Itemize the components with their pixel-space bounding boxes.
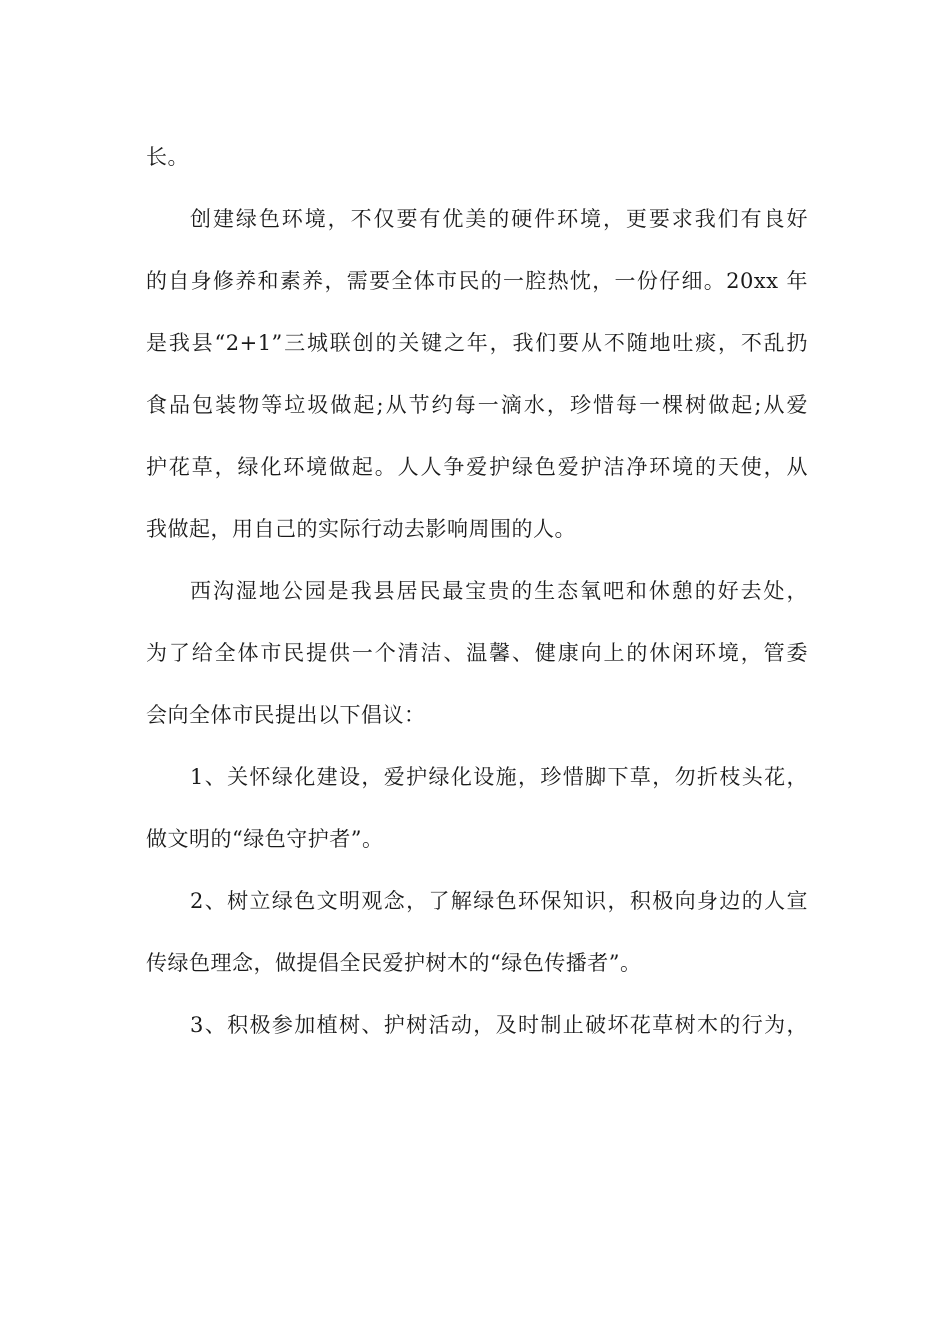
- paragraph-first-line: 西沟湿地公园是我县居民最宝贵的生态氧吧和休憩的好去处，: [190, 579, 808, 603]
- text-line: 护花草，绿化环境做起。人人争爱护绿色爱护洁净环境的天使，从: [146, 455, 808, 479]
- text-line: 是我县“2+1”三城联创的关键之年，我们要从不随地吐痰，不乱扔: [146, 331, 808, 355]
- text-line: 传绿色理念，做提倡全民爱护树木的“绿色传播者”。: [146, 951, 642, 975]
- text-line: 长。: [146, 145, 189, 169]
- text-line: 做文明的“绿色守护者”。: [146, 827, 384, 851]
- text-line: 的自身修养和素养，需要全体市民的一腔热忱，一份仔细。20xx 年: [146, 269, 808, 293]
- list-item-2-line: 2、树立绿色文明观念，了解绿色环保知识，积极向身边的人宣: [190, 889, 808, 913]
- list-item-3-line: 3、积极参加植树、护树活动，及时制止破坏花草树木的行为，: [190, 1013, 808, 1037]
- text-line: 食品包装物等垃圾做起;从节约每一滴水，珍惜每一棵树做起;从爱: [146, 393, 808, 417]
- text-line: 我做起，用自己的实际行动去影响周围的人。: [146, 517, 576, 541]
- text-line: 为了给全体市民提供一个清洁、温馨、健康向上的休闲环境，管委: [146, 641, 808, 665]
- list-item-1-line: 1、关怀绿化建设，爱护绿化设施，珍惜脚下草，勿折枝头花，: [190, 765, 808, 789]
- paragraph-first-line: 创建绿色环境，不仅要有优美的硬件环境，更要求我们有良好: [190, 207, 808, 231]
- text-line: 会向全体市民提出以下倡议：: [146, 703, 426, 727]
- document-body: [146, 126, 808, 1056]
